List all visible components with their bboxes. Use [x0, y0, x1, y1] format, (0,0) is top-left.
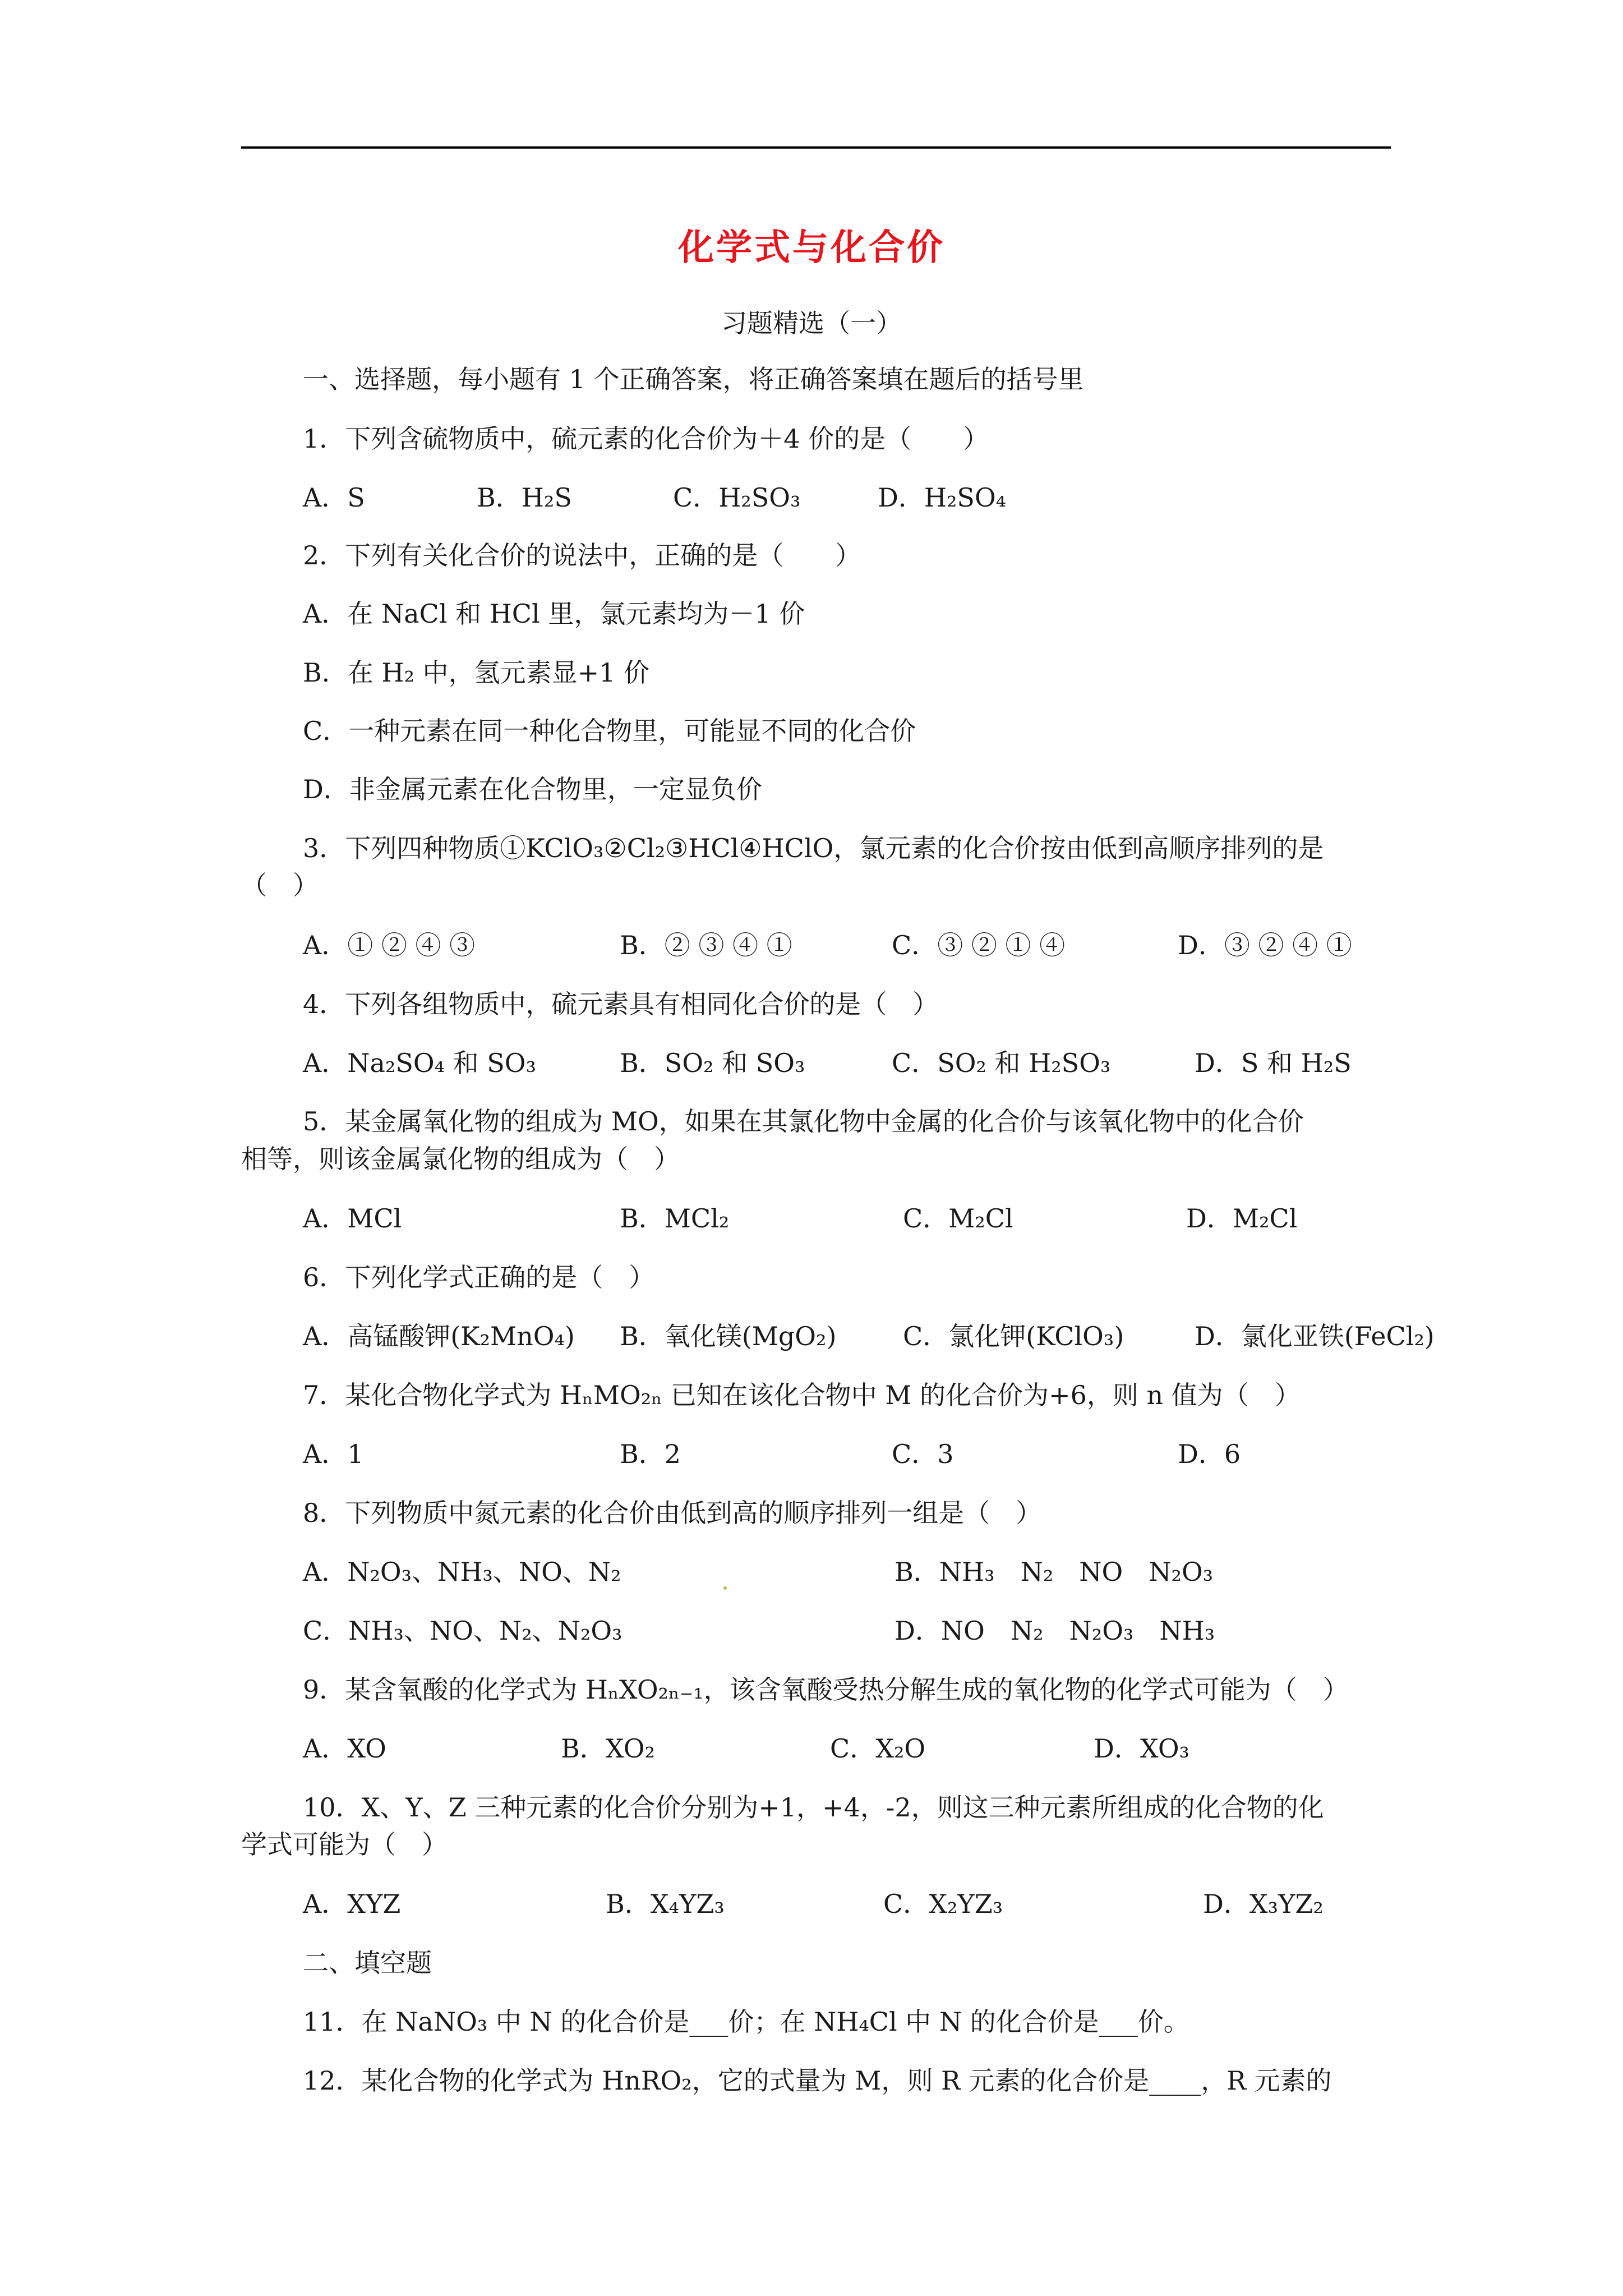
- question-10-option-d: D．X₃YZ₂: [1203, 1889, 1324, 1919]
- question-6-option-c: C．氯化钾(KClO₃): [903, 1321, 1124, 1351]
- question-5-option-b: B．MCl₂: [620, 1203, 730, 1234]
- question-10-stem-line-2: 学式可能为（ ）: [241, 1829, 448, 1860]
- question-7-option-c: C．3: [892, 1439, 954, 1469]
- question-7-option-d: D．6: [1178, 1439, 1241, 1469]
- question-6-stem: 6．下列化学式正确的是（ ）: [303, 1262, 655, 1292]
- question-9-option-b: B．XO₂: [561, 1733, 655, 1764]
- question-8-option-a: A．N₂O₃、NH₃、NO、N₂: [303, 1557, 621, 1587]
- question-2-option-a: A．在 NaCl 和 HCl 里，氯元素均为－1 价: [303, 599, 805, 629]
- question-2-option-c: C．一种元素在同一种化合物里，可能显不同的化合价: [303, 716, 916, 746]
- question-3-option-c: C．③ ② ① ④: [892, 930, 1066, 960]
- question-7-option-b: B．2: [620, 1439, 681, 1469]
- question-10-option-a: A．XYZ: [303, 1889, 401, 1919]
- question-5-option-c: C．M₂Cl: [903, 1203, 1013, 1234]
- question-10-stem-line-1: 10．X、Y、Z 三种元素的化合价分别为+1，+4，-2，则这三种元素所组成的化合物的化: [303, 1792, 1324, 1823]
- question-4-option-a: A．Na₂SO₄ 和 SO₃: [303, 1048, 536, 1078]
- question-9-stem: 9．某含氧酸的化学式为 HₙXO₂ₙ₋₁，该含氧酸受热分解生成的氧化物的化学式可能为（ ）: [303, 1674, 1349, 1705]
- question-2-option-b: B．在 H₂ 中，氢元素显+1 价: [303, 657, 650, 688]
- question-3-stem-line-2: （ ）: [241, 870, 319, 900]
- question-8-stem: 8．下列物质中氮元素的化合价由低到高的顺序排列一组是（ ）: [303, 1498, 1042, 1528]
- question-9-option-d: D．XO₃: [1094, 1733, 1189, 1764]
- question-3-stem-line-1: 3．下列四种物质①KClO₃②Cl₂③HCl④HClO，氯元素的化合价按由低到高顺序排列的是: [303, 833, 1324, 863]
- section-heading-fill: 二、填空题: [303, 1948, 432, 1978]
- question-2-stem: 2．下列有关化合价的说法中，正确的是（ ）: [303, 540, 861, 570]
- question-8-option-d: D．NO N₂ N₂O₃ NH₃: [895, 1616, 1215, 1646]
- question-1-stem: 1．下列含硫物质中，硫元素的化合价为＋4 价的是（ ）: [303, 424, 989, 454]
- question-12-stem: 12．某化合物的化学式为 HnRO₂，它的式量为 M，则 R 元素的化合价是____，R 元素的: [303, 2065, 1332, 2096]
- question-1-option-c: C．H₂SO₃: [673, 482, 801, 513]
- question-4-option-c: C．SO₂ 和 H₂SO₃: [892, 1048, 1111, 1078]
- page-title: 化学式与化合价: [678, 227, 945, 269]
- question-1-option-b: B．H₂S: [477, 482, 572, 513]
- question-4-option-d: D．S 和 H₂S: [1195, 1048, 1352, 1078]
- question-1-option-d: D．H₂SO₄: [878, 482, 1007, 513]
- question-1-option-a: A．S: [303, 482, 365, 513]
- question-5-option-a: A．MCl: [303, 1203, 402, 1234]
- question-6-option-b: B．氧化镁(MgO₂): [620, 1321, 837, 1351]
- question-8-option-b: B．NH₃ N₂ NO N₂O₃: [895, 1557, 1214, 1587]
- question-3-option-d: D．③ ② ④ ①: [1178, 930, 1352, 960]
- question-10-option-c: C．X₂YZ₃: [883, 1889, 1003, 1919]
- question-3-option-b: B．② ③ ④ ①: [620, 930, 792, 960]
- question-8-option-c: C．NH₃、NO、N₂、N₂O₃: [303, 1616, 623, 1646]
- question-4-stem: 4．下列各组物质中，硫元素具有相同化合价的是（ ）: [303, 989, 939, 1019]
- question-9-option-c: C．X₂O: [830, 1733, 926, 1764]
- question-11-stem: 11．在 NaNO₃ 中 N 的化合价是___价；在 NH₄Cl 中 N 的化合价是___价。: [303, 2007, 1189, 2037]
- question-2-option-d: D．非金属元素在化合物里，一定显负价: [303, 774, 762, 804]
- stray-dot: [723, 1586, 727, 1590]
- question-5-stem-line-1: 5．某金属氧化物的组成为 MO，如果在其氯化物中金属的化合价与该氧化物中的化合价: [303, 1106, 1304, 1137]
- subtitle: 习题精选（一）: [721, 308, 902, 338]
- question-7-stem: 7．某化合物化学式为 HₙMO₂ₙ 已知在该化合物中 M 的化合价为+6，则 n 值为（ ）: [303, 1380, 1301, 1410]
- question-6-option-a: A．高锰酸钾(K₂MnO₄): [303, 1321, 575, 1351]
- question-5-option-d: D．M₂Cl: [1186, 1203, 1298, 1234]
- section-heading-choice: 一、选择题，每小题有 1 个正确答案，将正确答案填在题后的括号里: [303, 364, 1084, 394]
- question-3-option-a: A．① ② ④ ③: [303, 930, 476, 960]
- question-10-option-b: B．X₄YZ₃: [606, 1889, 725, 1919]
- header-rule: [241, 146, 1391, 149]
- question-9-option-a: A．XO: [303, 1733, 386, 1764]
- question-6-option-d: D．氯化亚铁(FeCl₂): [1195, 1321, 1435, 1351]
- question-5-stem-line-2: 相等，则该金属氯化物的组成为（ ）: [241, 1144, 680, 1174]
- question-7-option-a: A．1: [303, 1439, 364, 1469]
- question-4-option-b: B．SO₂ 和 SO₃: [620, 1048, 805, 1078]
